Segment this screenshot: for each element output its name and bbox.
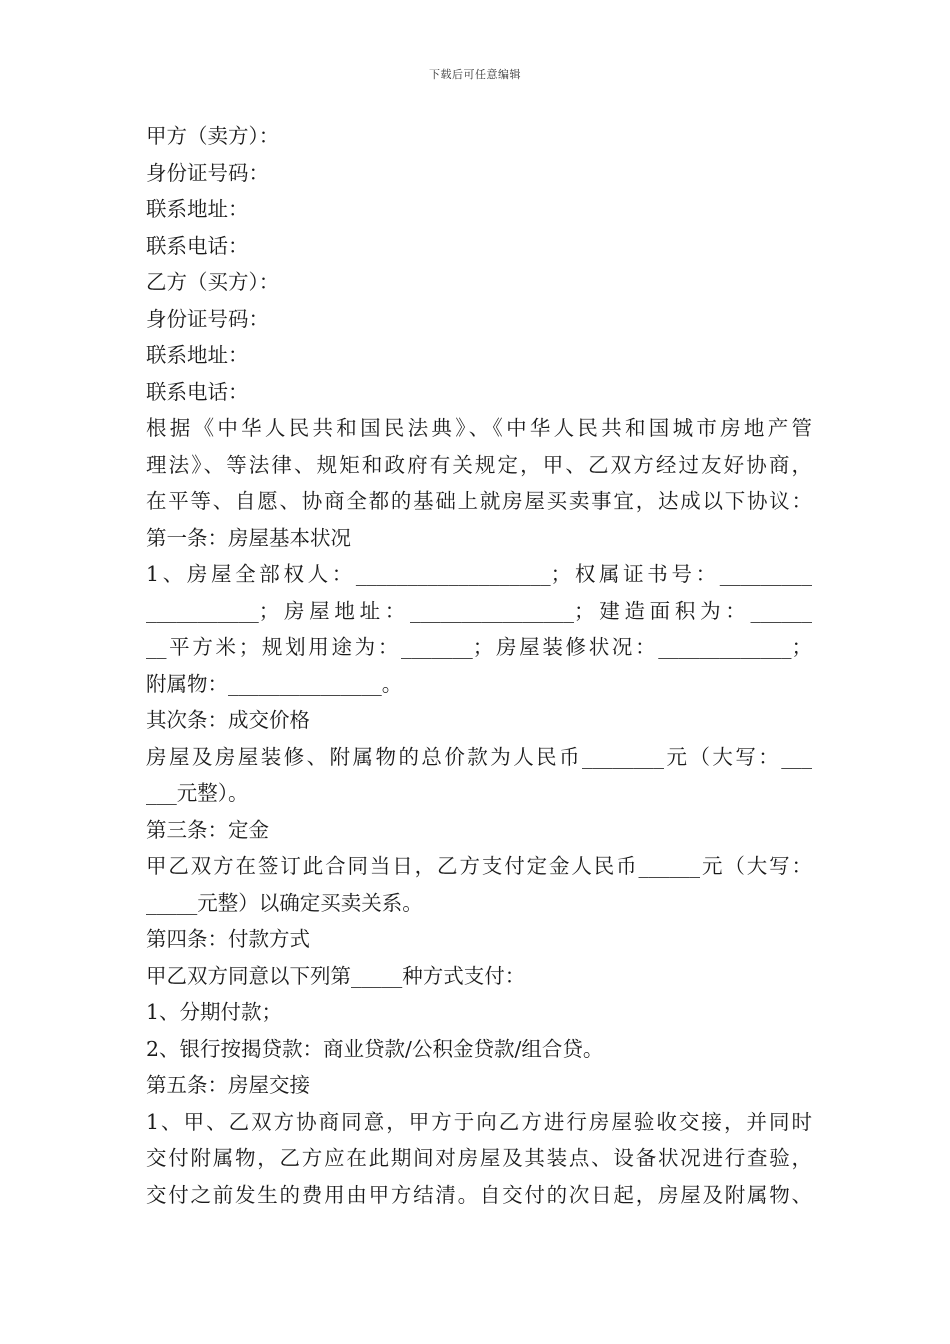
document-line: 附属物：_______________。 bbox=[146, 671, 403, 696]
document-line: 第五条：房屋交接 bbox=[146, 1073, 310, 1097]
document-line: 甲乙双方在签订此合同当日，乙方支付定金人民币______元（大写： bbox=[146, 854, 812, 878]
document-line: 其次条：成交价格 bbox=[146, 708, 310, 732]
document-line: ___元整）。 bbox=[146, 781, 249, 805]
document-line: 联系电话： bbox=[146, 379, 249, 404]
page-header-note: 下载后可任意编辑 bbox=[429, 68, 521, 81]
document-line: __平方米；规划用途为：_______；房屋装修状况：_____________； bbox=[146, 635, 812, 659]
document-line: 在平等、自愿、协商全都的基础上就房屋买卖事宜，达成以下协议： bbox=[146, 489, 812, 513]
document-line: 第一条：房屋基本状况 bbox=[146, 525, 351, 550]
document-line: 联系地址： bbox=[146, 197, 249, 221]
document-line: 1、甲、乙双方协商同意，甲方于向乙方进行房屋验收交接，并同时 bbox=[146, 1109, 812, 1134]
document-line: 根据《中华人民共和国民法典》、《中华人民共和国城市房地产管 bbox=[146, 416, 812, 440]
document-line: 第三条：定金 bbox=[146, 817, 269, 842]
document-line: 2、银行按揭贷款：商业贷款/公积金贷款/组合贷。 bbox=[146, 1036, 604, 1061]
document-line: 身份证号码： bbox=[146, 306, 269, 331]
document-line: 第四条：付款方式 bbox=[146, 927, 310, 951]
document-body bbox=[146, 118, 812, 1213]
document-line: 甲方（卖方）： bbox=[146, 124, 280, 148]
document-line: ___________；房屋地址：________________；建造面积为：______ bbox=[146, 598, 812, 623]
document-line: 联系地址： bbox=[146, 343, 249, 367]
document-line: 交付之前发生的费用由甲方结清。自交付的次日起，房屋及附属物、 bbox=[146, 1182, 812, 1207]
document-line: _____元整）以确定买卖关系。 bbox=[146, 890, 423, 915]
document-line: 甲乙双方同意以下列第_____种方式支付： bbox=[146, 963, 526, 988]
document-line: 房屋及房屋装修、附属物的总价款为人民币________元（大写：___ bbox=[146, 744, 812, 769]
document-line: 交付附属物，乙方应在此期间对房屋及其装点、设备状况进行查验， bbox=[146, 1146, 812, 1170]
document-line: 身份证号码： bbox=[146, 160, 269, 185]
document-line: 理法》、等法律、规矩和政府有关规定，甲、乙双方经过友好协商， bbox=[146, 452, 812, 477]
document-line: 乙方（买方）： bbox=[146, 270, 280, 294]
document-line: 1、分期付款； bbox=[146, 1000, 283, 1024]
document-line: 联系电话： bbox=[146, 233, 249, 258]
document-line: 1、房屋全部权人：___________________；权属证书号：_________ bbox=[146, 562, 812, 586]
